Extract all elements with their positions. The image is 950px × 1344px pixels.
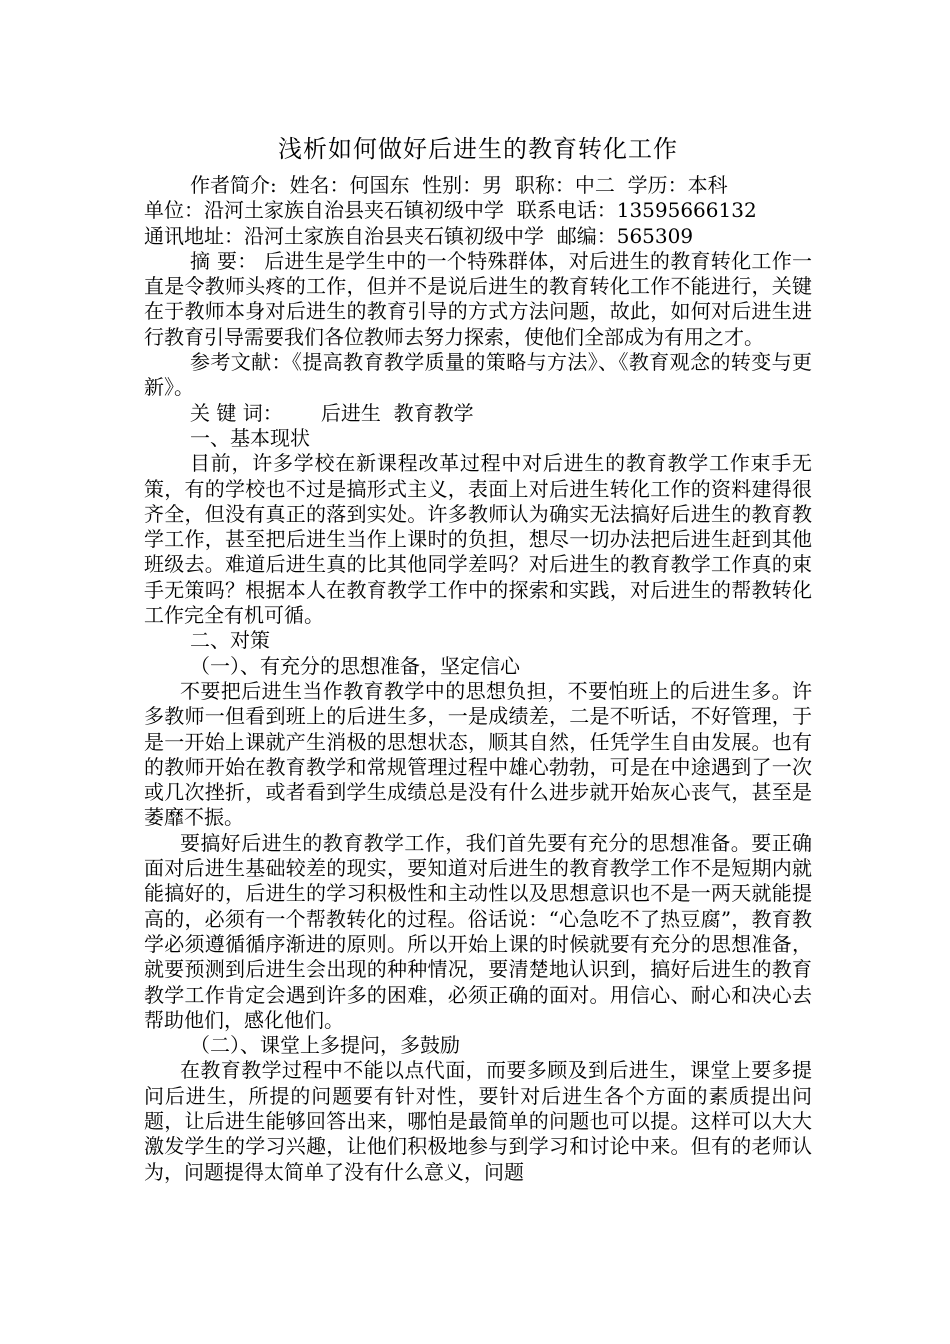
references-paragraph: 参考文献：《提高教育教学质量的策略与方法》、《教育观念的转变与更新》。 [144, 350, 812, 400]
subsection-heading: （一）、有充分的思想准备，坚定信心 [190, 653, 520, 678]
section-heading: 一、基本现状 [190, 425, 310, 450]
author-info-line: 作者简介: 姓名：何国东 性别：男 职称：中二 学历：本科 [190, 173, 728, 197]
keywords-line: 关 键 词： 后进生 教育教学 [190, 400, 474, 425]
body-paragraph: 不要把后进生当作教育教学中的思想负担，不要怕班上的后进生多。许多教师一但看到班上的后进生多，一是成绩差，二是不听话，不好管理，于是一开始上课就产生消极的思想状态，顺其自然，任凭学生自由发展。也有的教师开始在教育教学和常规管理过程中雄心勃勃，可是在中途遇到了一次或几次挫折，或者看到学生成绩总是没有什么进步就开始灰心丧气，甚至是萎靡不振。 [144, 678, 812, 830]
body-paragraph: 在教育教学过程中不能以点代面，而要多顾及到后进生，课堂上要多提问后进生，所提的问题要有针对性，要针对后进生各个方面的素质提出问题，让后进生能够回答出来，哪怕是最简单的问题也可以提。这样可以大大激发学生的学习兴趣，让他们积极地参与到学习和讨论中来。但有的老师认为，问题提得太简单了没有什么意义，问题 [144, 1058, 812, 1184]
document-page [144, 130, 812, 1185]
document-title: 浅析如何做好后进生的教育转化工作 [278, 135, 678, 163]
subsection-heading: （二）、课堂上多提问，多鼓励 [190, 1033, 460, 1058]
abstract-paragraph: 摘 要： 后进生是学生中的一个特殊群体，对后进生的教育转化工作一直是令教师头疼的工作，但并不是说后进生的教育转化工作不能进行，关键在于教师本身对后进生的教育引导的方式方法问题，故此，如何对后进生进行教育引导需要我们各位教师去努力探索，使他们全部成为有用之才。 [144, 248, 812, 349]
body-paragraph: 要搞好后进生的教育教学工作，我们首先要有充分的思想准备。要正确面对后进生基础较差的现实，要知道对后进生的教育教学工作不是短期内就能搞好的，后进生的学习积极性和主动性以及思想意识也不是一两天就能提高的，必须有一个帮教转化的过程。俗话说：“心急吃不了热豆腐”，教育教学必须遵循循序渐进的原则。所以开始上课的时候就要有充分的思想准备，就要预测到后进生会出现的种种情况，要清楚地认识到，搞好后进生的教育教学工作肯定会遇到许多的困难，必须正确的面对。用信心、耐心和决心去帮助他们，感化他们。 [144, 830, 812, 1032]
section-heading: 二、对策 [190, 628, 270, 653]
body-paragraph: 目前，许多学校在新课程改革过程中对后进生的教育教学工作束手无策，有的学校也不过是搞形式主义，表面上对后进生转化工作的资料建得很齐全，但没有真正的落到实处。许多教师认为确实无法搞好后进生的教育教学工作，甚至把后进生当作上课时的负担，想尽一切办法把后进生赶到其他班级去。难道后进生真的比其他同学差吗？对后进生的教育教学工作真的束手无策吗？根据本人在教育教学工作中的探索和实践，对后进生的帮教转化工作完全有机可循。 [144, 451, 812, 628]
author-address-line: 通讯地址：沿河土家族自治县夹石镇初级中学 邮编：565309 [144, 223, 694, 248]
author-unit-line: 单位：沿河土家族自治县夹石镇初级中学 联系电话：13595666132 [144, 198, 757, 223]
